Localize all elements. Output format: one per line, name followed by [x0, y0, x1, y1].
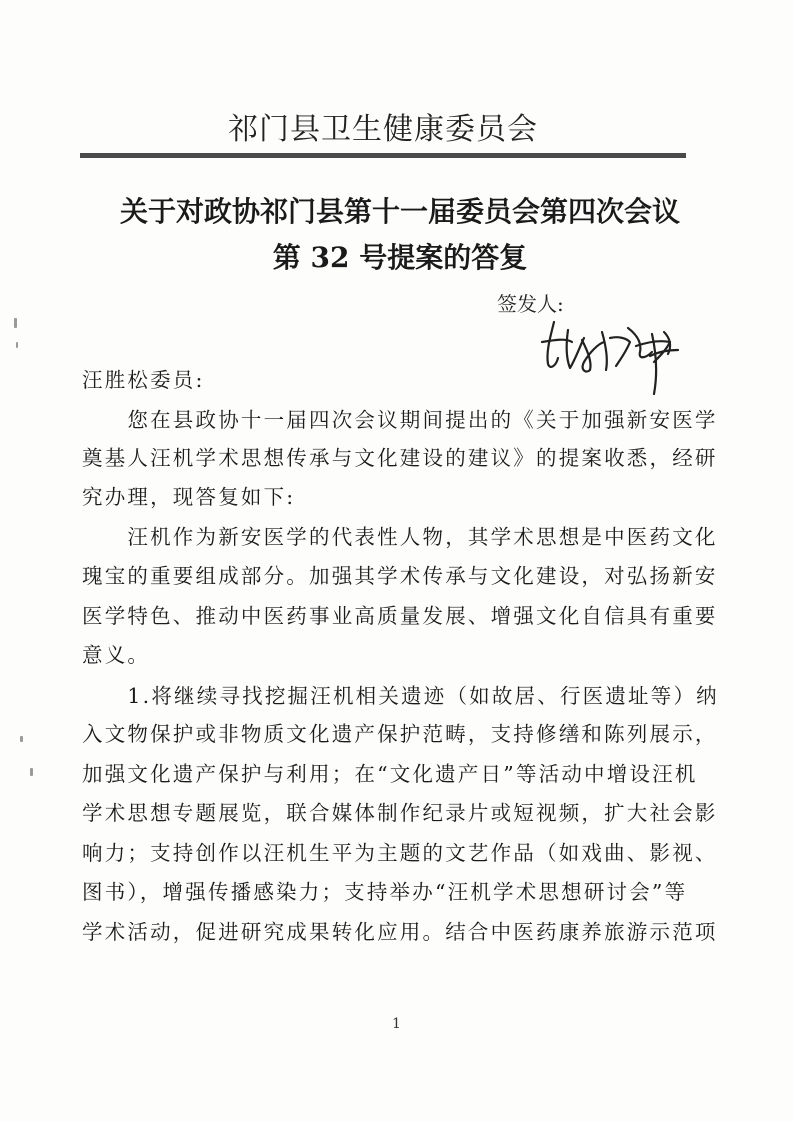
- document-title-line-2: 第 32 号提案的答复: [272, 241, 528, 274]
- document-title-line-1: 关于对政协祁门县第十一届委员会第四次会议: [119, 195, 680, 228]
- text-line: 入文物保护或非物质文化遗产保护范畴，支持修缮和陈列展示，: [82, 722, 718, 746]
- text-line: 汪胜松委员:: [82, 368, 205, 392]
- scan-speck: [30, 768, 33, 776]
- text-line: 学术思想专题展览，联合媒体制作纪录片或短视频，扩大社会影: [82, 801, 718, 825]
- text-line: 您在县政协十一届四次会议期间提出的《关于加强新安医学: [82, 408, 718, 432]
- text-line: 1.将继续寻找挖掘汪机相关遗迹（如故居、行医遗址等）纳: [82, 684, 719, 708]
- scan-speck: [16, 342, 18, 348]
- text-line: 瑰宝的重要组成部分。加强其学术传承与文化建设，对弘扬新安: [82, 564, 718, 588]
- text-line: 汪机作为新安医学的代表性人物，其学术思想是中医药文化: [82, 525, 718, 549]
- scan-speck: [14, 318, 17, 328]
- text-line: 加强文化遗产保护与利用；在“文化遗产日”等活动中增设汪机: [82, 762, 698, 786]
- text-line: 图书），增强传播感染力；支持举办“汪机学术思想研讨会”等: [82, 880, 688, 904]
- text-line: 奠基人汪机学术思想传承与文化建设的建议》的提案收悉，经研: [82, 446, 718, 470]
- text-line: 意义。: [82, 643, 151, 667]
- letterhead: 祁门县卫生健康委员会: [228, 112, 538, 147]
- letterhead-rule: [80, 153, 686, 158]
- text-line: 响力；支持创作以汪机生平为主题的文艺作品（如戏曲、影视、: [82, 841, 718, 865]
- text-line: 究办理，现答复如下:: [82, 485, 296, 509]
- page-number: 1: [392, 1016, 401, 1032]
- scan-speck: [20, 736, 23, 742]
- signer-label: 签发人:: [497, 292, 564, 316]
- text-line: 学术活动，促进研究成果转化应用。结合中医药康养旅游示范项: [82, 920, 718, 944]
- text-line: 医学特色、推动中医药事业高质量发展、增强文化自信具有重要: [82, 604, 718, 628]
